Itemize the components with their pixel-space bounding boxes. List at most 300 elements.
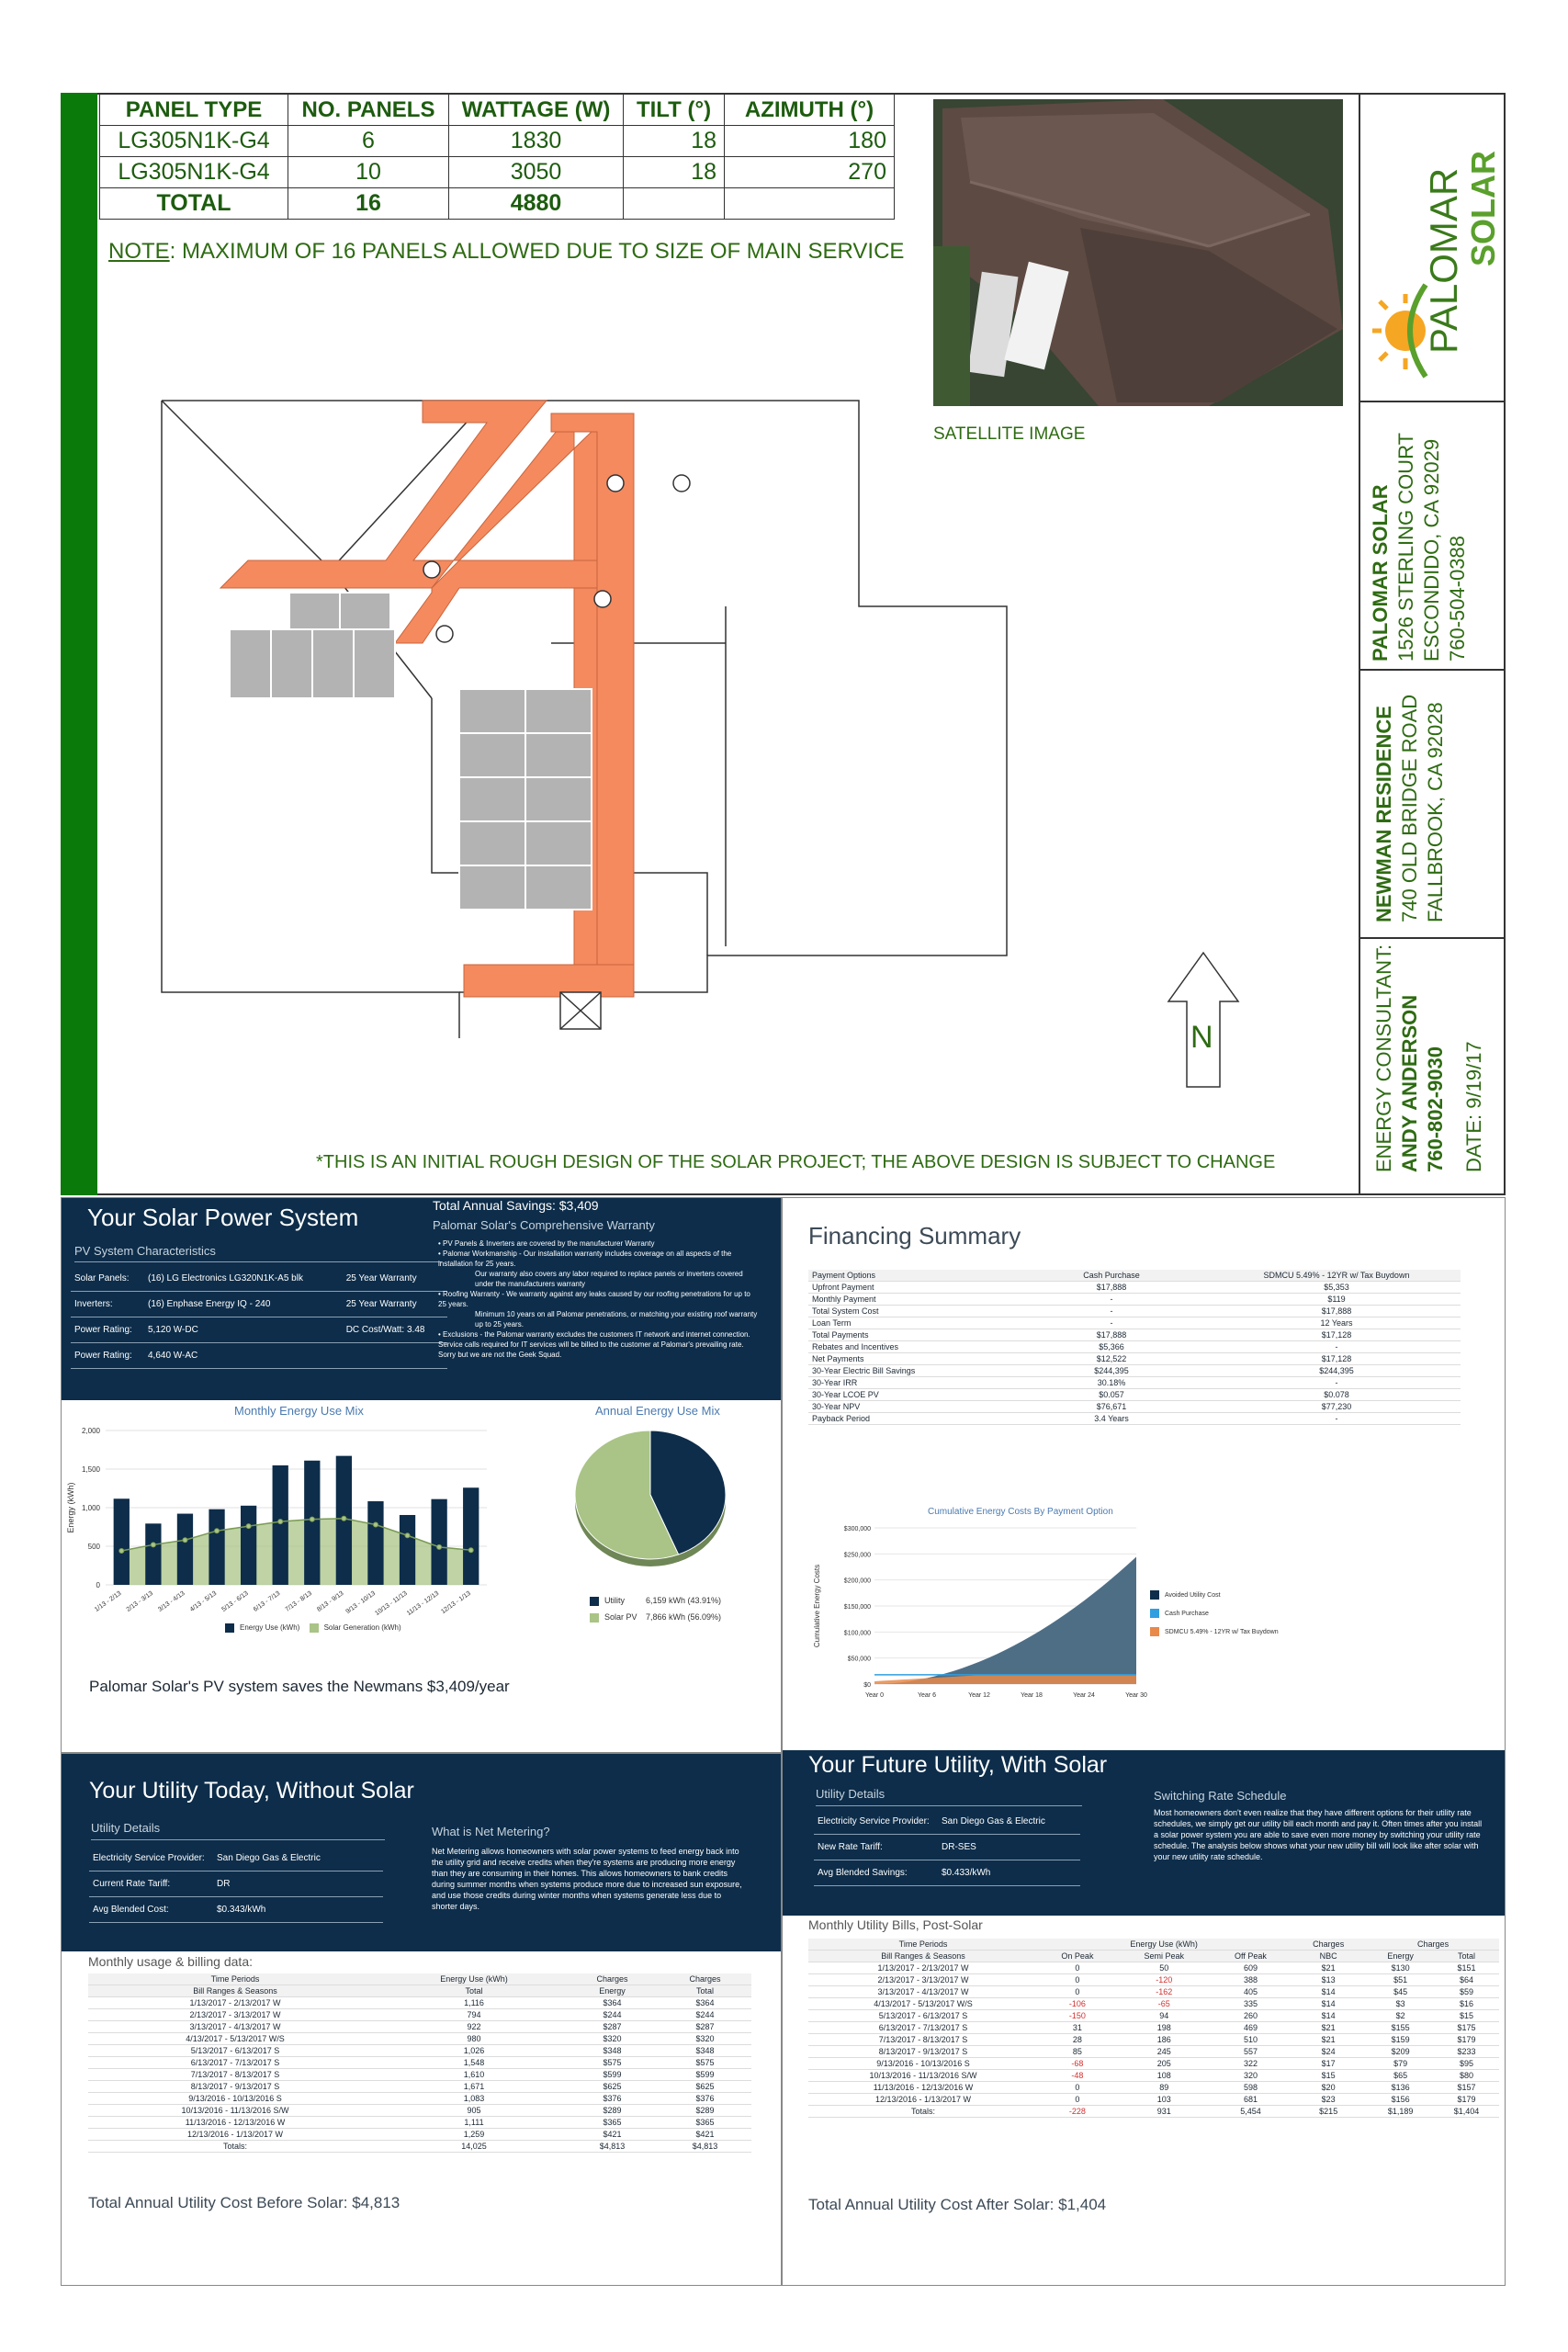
table-cell: 3/13/2017 - 4/13/2017 W — [808, 1986, 1038, 1998]
table-cell: 3/13/2017 - 4/13/2017 W — [88, 2021, 382, 2033]
warranty-item: • Exclusions - the Palomar warranty excludes the customers IT network and internet connection. Service calls required for IT services will be billed to the customer at Palomar's prevailing rate. Sorry but we are not the Geek Squad. — [438, 1330, 750, 1359]
table-row — [88, 2057, 751, 2069]
cell: 270 — [725, 157, 895, 188]
table-cell: 322 — [1212, 2058, 1291, 2070]
table-cell: $14 — [1290, 1986, 1367, 1998]
table-cell: $376 — [659, 2093, 751, 2105]
table-cell: $155 — [1367, 2022, 1434, 2034]
solar-point — [437, 1544, 442, 1549]
table-cell: $244,395 — [1010, 1365, 1213, 1377]
table-cell: - — [1213, 1377, 1461, 1389]
table-row: Electricity Service Provider: San Diego Gas & Electric — [89, 1846, 383, 1871]
warranty-item: • Palomar Workmanship - Our installation warranty includes coverage on all aspects of the installation for 25 years. — [438, 1250, 732, 1268]
table-cell: -162 — [1117, 1986, 1212, 1998]
table-cell: 557 — [1212, 2046, 1291, 2058]
legend-energy-use: Energy Use (kWh) — [240, 1623, 300, 1633]
cell: 180 — [725, 126, 895, 157]
header-tilt: TILT (°) — [624, 95, 725, 126]
table-cell: 0 — [1038, 1974, 1117, 1986]
cumulative-cost-chart — [808, 1521, 1148, 1709]
table-cell: 6/13/2017 - 7/13/2017 S — [808, 2022, 1038, 2034]
table-cell: $1,189 — [1367, 2106, 1434, 2118]
x-tick-label: 4/13 - 5/13 — [188, 1589, 219, 1613]
table-row: Avg Blended Savings: $0.433/kWh — [814, 1860, 1080, 1886]
customer-address1: 740 OLD BRIDGE ROAD — [1398, 694, 1421, 922]
company-address1: 1526 STERLING COURT — [1394, 432, 1417, 662]
table-cell: - — [1010, 1294, 1213, 1306]
table-cell: $17,888 — [1213, 1306, 1461, 1317]
table-cell: $119 — [1213, 1294, 1461, 1306]
table-cell: -48 — [1038, 2070, 1117, 2082]
table-cell: 1,259 — [382, 2129, 566, 2141]
table-cell: 12/13/2016 - 1/13/2017 W — [88, 2129, 382, 2141]
table-cell: $175 — [1434, 2022, 1499, 2034]
header-wattage: WATTAGE (W) — [449, 95, 624, 126]
table-row — [808, 1294, 1461, 1306]
pv-characteristics-table — [71, 1266, 447, 1369]
table-cell: 1/13/2017 - 2/13/2017 W — [808, 1962, 1038, 1974]
x-tick-label: Year 30 — [1125, 1692, 1147, 1699]
table-row — [808, 2046, 1499, 2058]
table-cell: $16 — [1434, 1998, 1499, 2010]
x-tick-label: Year 24 — [1073, 1692, 1095, 1699]
table-cell: 198 — [1117, 2022, 1212, 2034]
table-row — [808, 1974, 1499, 1986]
total-annual-savings: Total Annual Savings: $3,409 — [433, 1198, 599, 1213]
table-cell: 94 — [1117, 2010, 1212, 2022]
x-tick-label: 3/13 - 4/13 — [157, 1589, 186, 1613]
warranty-item: Our warranty also covers any labor required to replace panels or inverters covered under the manufacturers warranty — [475, 1270, 743, 1288]
company-phone: 760-504-0388 — [1446, 535, 1469, 662]
table-cell: Rebates and Incentives — [808, 1341, 1010, 1353]
table-cell: $3 — [1367, 1998, 1434, 2010]
table-row — [808, 1341, 1461, 1353]
table-cell: Totals: — [808, 2106, 1038, 2118]
table-cell: $365 — [566, 2117, 659, 2129]
company-name: PALOMAR SOLAR — [1369, 484, 1392, 662]
table-cell: $21 — [1290, 2022, 1367, 2034]
table-cell: $13 — [1290, 1974, 1367, 1986]
table-cell: - — [1213, 1413, 1461, 1425]
title-block-divider — [1359, 669, 1506, 671]
table-row — [808, 2022, 1499, 2034]
solar-system-header — [62, 1198, 781, 1400]
table-cell: $575 — [659, 2057, 751, 2069]
table-header: Bill Ranges & Seasons Total Energy Total — [88, 1985, 751, 1997]
table-cell: 6/13/2017 - 7/13/2017 S — [88, 2057, 382, 2069]
table-row — [808, 1282, 1461, 1294]
table-cell: 14,025 — [382, 2141, 566, 2153]
cost-before-solar: Total Annual Utility Cost Before Solar: $4,813 — [88, 2194, 400, 2211]
design-disclaimer: *THIS IS AN INITIAL ROUGH DESIGN OF THE SOLAR PROJECT; THE ABOVE DESIGN IS SUBJECT TO CHANGE — [316, 1152, 1276, 1172]
customer-name: NEWMAN RESIDENCE — [1372, 706, 1395, 922]
financing-title: Financing Summary — [808, 1222, 1021, 1250]
table-cell: 10/13/2016 - 11/13/2016 S/W — [808, 2070, 1038, 2082]
table-cell: $0.057 — [1010, 1389, 1213, 1401]
x-tick-label: Year 6 — [918, 1692, 936, 1699]
y-tick-label: 2,000 — [81, 1427, 100, 1435]
table-cell: Loan Term — [808, 1317, 1010, 1329]
table-cell: $2 — [1367, 2010, 1434, 2022]
table-cell: 922 — [382, 2021, 566, 2033]
table-cell: $287 — [659, 2021, 751, 2033]
table-cell: 0 — [1038, 2094, 1117, 2106]
cell: TOTAL — [100, 188, 288, 220]
sheet-green-border — [61, 93, 97, 1195]
table-cell: $215 — [1290, 2106, 1367, 2118]
table-cell: 4/13/2017 - 5/13/2017 W/S — [88, 2033, 382, 2045]
financing-table — [808, 1270, 1461, 1425]
table-cell: $151 — [1434, 1962, 1499, 1974]
billing-title: Monthly usage & billing data: — [88, 1954, 253, 1969]
table-cell: 30-Year NPV — [808, 1401, 1010, 1413]
solar-system-title: Your Solar Power System — [87, 1204, 359, 1231]
table-row: Avg Blended Cost: $0.343/kWh — [89, 1897, 383, 1923]
table-cell: $51 — [1367, 1974, 1434, 1986]
solar-point — [246, 1524, 251, 1529]
table-header: Time Periods Energy Use (kWh) Charges Charges — [808, 1939, 1499, 1951]
switching-text: Most homeowners don't even realize that they have different options for their utility rate schedules, we simply get our utility bill each month and pay it. Often times after you install a solar power system you are able to save even more money by switching your utility rate schedule. The analysis below shows what your new utility bill will look like after solar with your new utility rate schedule. — [1154, 1808, 1483, 1861]
cell: 1830 — [449, 126, 624, 157]
solar-savings-statement: Palomar Solar's PV system saves the Newmans $3,409/year — [89, 1678, 510, 1695]
table-cell: $289 — [659, 2105, 751, 2117]
table-cell: $17,128 — [1213, 1353, 1461, 1365]
table-cell: Monthly Payment — [808, 1294, 1010, 1306]
y-axis-label: Cumulative Energy Costs — [813, 1564, 821, 1648]
table-row: Electricity Service Provider: San Diego Gas & Electric — [814, 1809, 1080, 1835]
x-tick-label: 9/13 - 10/13 — [344, 1589, 378, 1616]
table-cell: 931 — [1117, 2106, 1212, 2118]
cell: LG305N1K-G4 — [100, 126, 288, 157]
solar-point — [342, 1516, 346, 1521]
solar-point — [405, 1533, 410, 1538]
table-row — [100, 157, 895, 188]
annual-energy-pie — [570, 1429, 735, 1576]
table-cell: $364 — [659, 1997, 751, 2009]
consultant-phone: 760-802-9030 — [1424, 1046, 1447, 1172]
table-cell: 12/13/2016 - 1/13/2017 W — [808, 2094, 1038, 2106]
y-tick-label: 0 — [96, 1581, 100, 1589]
table-cell: 260 — [1212, 2010, 1291, 2022]
legend-solar-gen: Solar Generation (kWh) — [323, 1623, 401, 1633]
table-row — [808, 1353, 1461, 1365]
table-cell: 30.18% — [1010, 1377, 1213, 1389]
table-row — [808, 1413, 1461, 1425]
table-cell: - — [1010, 1306, 1213, 1317]
solar-panels-array-2 — [459, 689, 592, 910]
x-tick-label: 11/13 - 12/13 — [405, 1589, 441, 1618]
table-header: Time Periods Energy Use (kWh) Charges Charges — [88, 1973, 751, 1985]
utility-today-title: Your Utility Today, Without Solar — [89, 1778, 414, 1804]
table-cell: $5,366 — [1010, 1341, 1213, 1353]
header-panel-type: PANEL TYPE — [100, 95, 288, 126]
cell: 16 — [288, 188, 449, 220]
utility-details-table — [89, 1846, 383, 1923]
y-axis-label: Energy (kWh) — [66, 1482, 75, 1533]
y-tick-label: 1,000 — [81, 1504, 100, 1512]
table-cell: $65 — [1367, 2070, 1434, 2082]
table-cell: 8/13/2017 - 9/13/2017 S — [808, 2046, 1038, 2058]
table-cell: $4,813 — [566, 2141, 659, 2153]
header-no-panels: NO. PANELS — [288, 95, 449, 126]
table-cell: $156 — [1367, 2094, 1434, 2106]
table-cell: 320 — [1212, 2070, 1291, 2082]
table-cell: $376 — [566, 2093, 659, 2105]
energy-use-bar — [463, 1487, 479, 1585]
table-row — [808, 2070, 1499, 2082]
table-total-row — [88, 2141, 751, 2153]
cell — [725, 188, 895, 220]
table-cell: $24 — [1290, 2046, 1367, 2058]
table-cell: 5/13/2017 - 6/13/2017 S — [88, 2045, 382, 2057]
energy-use-bar — [304, 1461, 320, 1585]
table-cell: 794 — [382, 2009, 566, 2021]
table-cell: $14 — [1290, 2010, 1367, 2022]
table-row — [100, 126, 895, 157]
table-cell: $575 — [566, 2057, 659, 2069]
table-cell: $76,671 — [1010, 1401, 1213, 1413]
legend-loan: SDMCU 5.49% - 12YR w/ Tax Buydown — [1150, 1623, 1279, 1642]
y-tick-label: $300,000 — [843, 1526, 871, 1532]
solar-panels-array-1 — [230, 593, 395, 698]
table-cell: 510 — [1212, 2034, 1291, 2046]
legend-avoided: Avoided Utility Cost — [1150, 1587, 1279, 1605]
table-cell: 30-Year IRR — [808, 1377, 1010, 1389]
table-cell: $244 — [566, 2009, 659, 2021]
table-cell: $64 — [1434, 1974, 1499, 1986]
satellite-roof-image — [933, 99, 1343, 406]
x-tick-label: 12/13 - 1/13 — [440, 1589, 472, 1616]
customer-address2: FALLBROOK, CA 92028 — [1424, 702, 1447, 922]
pv-characteristics-title: PV System Characteristics — [74, 1242, 442, 1262]
table-cell: $320 — [566, 2033, 659, 2045]
table-cell: $179 — [1434, 2034, 1499, 2046]
warranty-item: • PV Panels & Inverters are covered by the manufacturer Warranty — [438, 1239, 655, 1248]
table-cell: -120 — [1117, 1974, 1212, 1986]
warranty-title: Palomar Solar's Comprehensive Warranty — [433, 1218, 655, 1232]
y-tick-label: 1,500 — [81, 1465, 100, 1474]
y-tick-label: $200,000 — [843, 1577, 871, 1585]
y-tick-label: $250,000 — [843, 1552, 871, 1559]
table-row — [88, 1997, 751, 2009]
table-row: Current Rate Tariff: DR — [89, 1871, 383, 1897]
cell: 6 — [288, 126, 449, 157]
table-cell: $21 — [1290, 2034, 1367, 2046]
table-cell: $157 — [1434, 2082, 1499, 2094]
table-cell: -68 — [1038, 2058, 1117, 2070]
table-row: Power Rating: 4,640 W-AC — [71, 1343, 447, 1369]
table-cell: 103 — [1117, 2094, 1212, 2106]
warranty-item: Minimum 10 years on all Palomar penetrations, or matching your existing roof warranty up to 25 years. — [475, 1310, 758, 1329]
table-header: Payment Options Cash Purchase SDMCU 5.49% - 12YR w/ Tax Buydown — [808, 1270, 1461, 1282]
table-cell: -106 — [1038, 1998, 1117, 2010]
monthly-energy-chart — [64, 1419, 496, 1640]
table-cell: $159 — [1367, 2034, 1434, 2046]
x-tick-label: 2/13 - 3/13 — [125, 1589, 155, 1613]
energy-use-bar — [273, 1465, 288, 1585]
solar-point — [468, 1548, 473, 1553]
table-cell: $289 — [566, 2105, 659, 2117]
solar-point — [373, 1522, 378, 1527]
table-cell: 1,111 — [382, 2117, 566, 2129]
cumulative-chart-title: Cumulative Energy Costs By Payment Option — [928, 1507, 1113, 1517]
table-cell: $625 — [659, 2081, 751, 2093]
table-cell: 980 — [382, 2033, 566, 2045]
energy-use-bar — [209, 1510, 224, 1585]
table-cell: 30-Year Electric Bill Savings — [808, 1365, 1010, 1377]
table-cell: 405 — [1212, 1986, 1291, 1998]
table-cell: 1,116 — [382, 1997, 566, 2009]
table-cell: 31 — [1038, 2022, 1117, 2034]
y-tick-label: $50,000 — [847, 1656, 871, 1663]
cell: LG305N1K-G4 — [100, 157, 288, 188]
energy-use-bar — [177, 1514, 193, 1585]
table-cell: 9/13/2016 - 10/13/2016 S — [88, 2093, 382, 2105]
table-cell: $5,353 — [1213, 1282, 1461, 1294]
table-cell: 1,548 — [382, 2057, 566, 2069]
table-row — [808, 1377, 1461, 1389]
table-cell: $23 — [1290, 2094, 1367, 2106]
table-cell: 905 — [382, 2105, 566, 2117]
x-tick-label: Year 12 — [968, 1692, 990, 1699]
table-cell: 205 — [1117, 2058, 1212, 2070]
table-cell: $17,128 — [1213, 1329, 1461, 1341]
table-row — [808, 2034, 1499, 2046]
consultant-label: ENERGY CONSULTANT: — [1372, 944, 1395, 1172]
cell: 3050 — [449, 157, 624, 188]
y-tick-label: $150,000 — [843, 1604, 871, 1611]
table-cell: 0 — [1038, 1986, 1117, 1998]
future-details-table — [814, 1809, 1080, 1886]
table-cell: $244,395 — [1213, 1365, 1461, 1377]
table-cell: 2/13/2017 - 3/13/2017 W — [808, 1974, 1038, 1986]
utility-future-header — [783, 1750, 1505, 1916]
table-cell: 5,454 — [1212, 2106, 1291, 2118]
table-cell: $17 — [1290, 2058, 1367, 2070]
table-cell: $0.078 — [1213, 1389, 1461, 1401]
x-tick-label: Year 0 — [865, 1692, 884, 1699]
table-cell: 681 — [1212, 2094, 1291, 2106]
x-tick-label: Year 18 — [1021, 1692, 1043, 1699]
table-cell: 469 — [1212, 2022, 1291, 2034]
table-cell: $14 — [1290, 1998, 1367, 2010]
cell: 18 — [624, 157, 725, 188]
table-row — [808, 1986, 1499, 1998]
electrical-panel-box — [560, 992, 601, 1029]
panel-table — [99, 94, 895, 220]
table-cell: 10/13/2016 - 11/13/2016 S/W — [88, 2105, 382, 2117]
solar-point — [215, 1529, 220, 1533]
table-cell: $364 — [566, 1997, 659, 2009]
energy-use-bar — [400, 1515, 415, 1585]
note-prefix: NOTE — [108, 239, 170, 264]
table-cell: 1,671 — [382, 2081, 566, 2093]
cost-after-solar: Total Annual Utility Cost After Solar: $1,404 — [808, 2196, 1107, 2213]
table-row — [808, 1306, 1461, 1317]
table-row — [88, 2033, 751, 2045]
table-cell: $421 — [566, 2129, 659, 2141]
table-cell: $244 — [659, 2009, 751, 2021]
table-cell: $21 — [1290, 1962, 1367, 1974]
table-cell: Total System Cost — [808, 1306, 1010, 1317]
table-header: Bill Ranges & Seasons On Peak Semi Peak Off Peak NBC Energy Total — [808, 1951, 1499, 1962]
table-row — [88, 2069, 751, 2081]
table-row — [88, 2105, 751, 2117]
solar-point — [278, 1520, 283, 1524]
net-metering-text: Net Metering allows homeowners with solar power systems to feed energy back into the utility grid and receive credits when they're systems are producing more energy than they are consuming in their homes. This allows homeowners to bank credits during summer months when systems produce more due to increased sun exposure, and use those credits during winter months when systems generate less due to shorter days. — [432, 1847, 742, 1911]
table-cell: 7/13/2017 - 8/13/2017 S — [88, 2069, 382, 2081]
table-cell: 388 — [1212, 1974, 1291, 1986]
table-cell: 598 — [1212, 2082, 1291, 2094]
table-cell: 11/13/2016 - 12/13/2016 W — [88, 2117, 382, 2129]
table-cell: 8/13/2017 - 9/13/2017 S — [88, 2081, 382, 2093]
solar-point — [310, 1517, 314, 1521]
solar-point — [119, 1549, 124, 1554]
table-cell: $4,813 — [659, 2141, 751, 2153]
table-row — [88, 2129, 751, 2141]
table-row — [808, 1401, 1461, 1413]
energy-use-bar — [367, 1501, 383, 1585]
energy-use-bar — [241, 1506, 256, 1585]
consultant-name: ANDY ANDERSON — [1398, 994, 1421, 1172]
energy-use-bar — [145, 1523, 161, 1585]
table-cell: $95 — [1434, 2058, 1499, 2070]
table-cell: 12 Years — [1213, 1317, 1461, 1329]
table-row: Solar Panels: (16) LG Electronics LG320N1K-A5 blk 25 Year Warranty — [71, 1266, 447, 1292]
table-cell: $45 — [1367, 1986, 1434, 1998]
table-cell: 28 — [1038, 2034, 1117, 2046]
table-cell: 3.4 Years — [1010, 1413, 1213, 1425]
title-block-divider — [1359, 401, 1506, 402]
table-cell: Payback Period — [808, 1413, 1010, 1425]
table-row — [808, 1962, 1499, 1974]
table-total-row — [100, 188, 895, 220]
table-row — [808, 1998, 1499, 2010]
cell — [624, 188, 725, 220]
table-cell: $12,522 — [1010, 1353, 1213, 1365]
table-row — [88, 2117, 751, 2129]
roof-plan-drawing — [156, 395, 1020, 1038]
table-cell: 1,083 — [382, 2093, 566, 2105]
pie-legend-utility: Utility 6,159 kWh (43.91%) — [590, 1592, 721, 1609]
table-cell: 1/13/2017 - 2/13/2017 W — [88, 1997, 382, 2009]
table-row — [808, 1317, 1461, 1329]
table-cell: $348 — [659, 2045, 751, 2057]
solar-point — [151, 1543, 155, 1547]
table-row: Inverters: (16) Enphase Energy IQ - 240 25 Year Warranty — [71, 1292, 447, 1317]
table-cell: 2/13/2017 - 3/13/2017 W — [88, 2009, 382, 2021]
table-cell: 7/13/2017 - 8/13/2017 S — [808, 2034, 1038, 2046]
table-cell: 9/13/2016 - 10/13/2016 S — [808, 2058, 1038, 2070]
switching-title: Switching Rate Schedule — [1154, 1789, 1287, 1803]
table-row — [88, 2093, 751, 2105]
table-cell: 1,026 — [382, 2045, 566, 2057]
table-row — [808, 2094, 1499, 2106]
title-block-divider — [1359, 937, 1506, 939]
billing-table — [88, 1973, 751, 2153]
table-cell: $80 — [1434, 2070, 1499, 2082]
y-tick-label: $0 — [863, 1682, 871, 1689]
table-row: New Rate Tariff: DR-SES — [814, 1835, 1080, 1860]
net-metering-title: What is Net Metering? — [432, 1825, 550, 1838]
table-cell: $348 — [566, 2045, 659, 2057]
post-solar-bills-table — [808, 1939, 1499, 2118]
table-cell: 85 — [1038, 2046, 1117, 2058]
y-tick-label: 500 — [87, 1543, 100, 1551]
cell: 4880 — [449, 188, 624, 220]
cell: 18 — [624, 126, 725, 157]
table-cell: 0 — [1038, 2082, 1117, 2094]
